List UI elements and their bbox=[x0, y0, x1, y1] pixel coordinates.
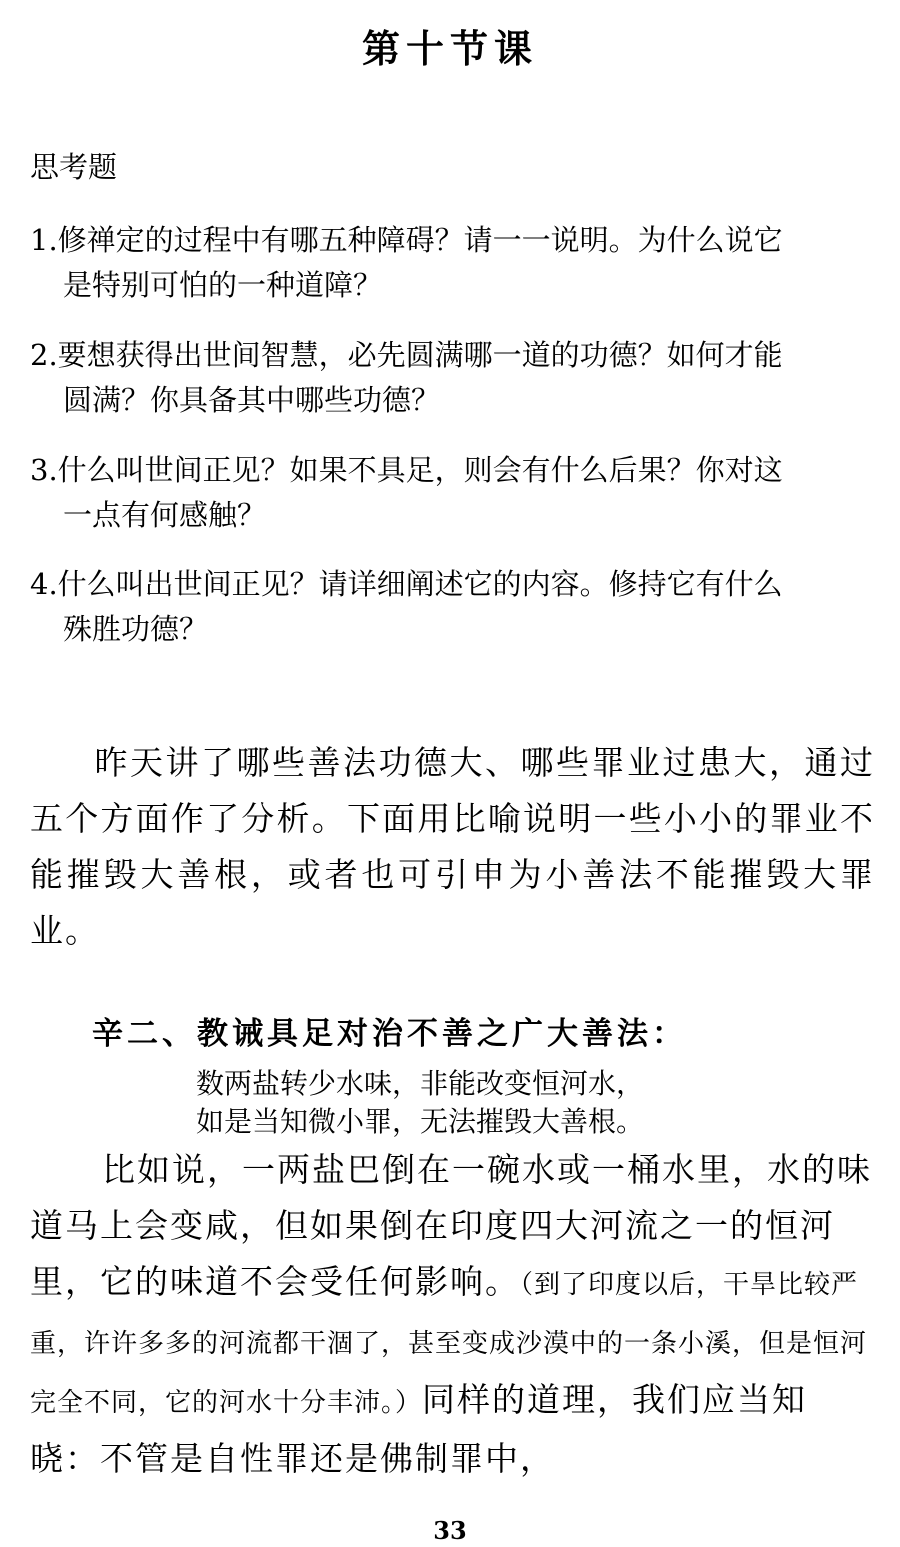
page-number: 33 bbox=[433, 1516, 467, 1545]
question-1 bbox=[30, 218, 875, 308]
verse-line-1: 数两盐转少水味，非能改变恒河水， bbox=[196, 1067, 645, 1100]
question-line: 殊胜功德？ bbox=[63, 612, 209, 646]
body-text-part2: 同样的道理，我们应当知晓：不管是自性罪还是佛制罪中， bbox=[30, 1380, 808, 1478]
question-2 bbox=[30, 333, 875, 423]
question-3 bbox=[30, 448, 875, 538]
question-line: 圆满？你具备其中哪些功德？ bbox=[63, 383, 441, 417]
body-aside: （到了印度以后，干旱比较严重，许许多多的河流都干涸了，甚至变成沙漠中的一条小溪，但是恒河完全不同，它的河水十分丰沛。） bbox=[30, 1270, 868, 1418]
question-4 bbox=[30, 562, 875, 652]
question-line: 2.要想获得出世间智慧，必先圆满哪一道的功德？如何才能 bbox=[30, 338, 783, 372]
question-line: 4.什么叫出世间正见？请详细阐述它的内容。修持它有什么 bbox=[30, 567, 783, 601]
question-line: 3.什么叫世间正见？如果不具足，则会有什么后果？你对这 bbox=[30, 453, 783, 487]
questions-heading: 思考题 bbox=[30, 150, 118, 184]
section-heading: 辛二、教诫具足对治不善之广大善法： bbox=[92, 1016, 687, 1052]
verse-line-2: 如是当知微小罪，无法摧毁大善根。 bbox=[196, 1105, 645, 1138]
page-title: 第十节课 bbox=[361, 27, 538, 71]
intro-paragraph bbox=[30, 735, 875, 959]
question-line: 是特别可怕的一种道障？ bbox=[63, 268, 383, 302]
body-text-part1: 比如说，一两盐巴倒在一碗水或一桶水里，水的味道马上会变咸，但如果倒在印度四大河流之一的恒河里，它的味道不会受任何影响。 bbox=[30, 1150, 872, 1301]
question-line: 一点有何感触？ bbox=[63, 498, 267, 532]
body-paragraph bbox=[30, 1142, 875, 1487]
intro-text: 昨天讲了哪些善法功德大、哪些罪业过患大，通过五个方面作了分析。下面用比喻说明一些小小的罪业不能摧毁大善根，或者也可引申为小善法不能摧毁大罪业。 bbox=[30, 743, 875, 950]
question-line: 1.修禅定的过程中有哪五种障碍？请一一说明。为什么说它 bbox=[30, 223, 783, 257]
